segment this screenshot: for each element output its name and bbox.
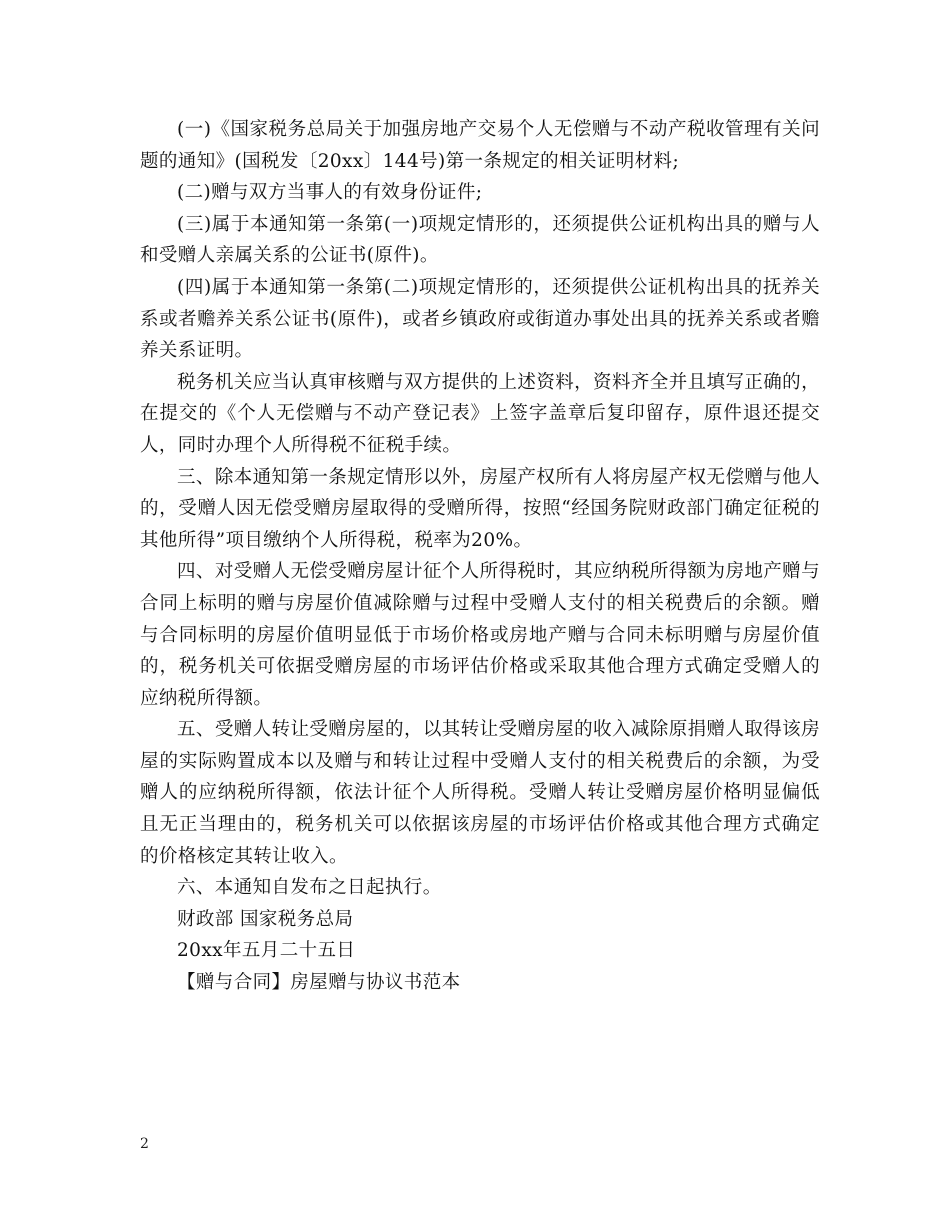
paragraph-item-1: (一)《国家税务总局关于加强房地产交易个人无偿赠与不动产税收管理有关问题的通知》(国税发〔20xx〕144号)第一条规定的相关证明材料; (140, 119, 820, 172)
paragraph-article-5: 五、受赠人转让受赠房屋的，以其转让受赠房屋的收入减除原捐赠人取得该房屋的实际购置成本以及赠与和转让过程中受赠人支付的相关税费后的余额，为受赠人的应纳税所得额，依法计征个人所得税。受赠人转让受赠房屋价格明显偏低且无正当理由的，税务机关可以依据该房屋的市场评估价格或其他合理方式确定的价格核定其转让收入。 (140, 719, 820, 867)
paragraph-article-6: 六、本通知自发布之日起执行。 (177, 877, 442, 899)
paragraph-item-4: (四)属于本通知第一条第(二)项规定情形的，还须提供公证机构出具的抚养关系或者赡养关系公证书(原件)，或者乡镇政府或街道办事处出具的抚养关系或者赡养关系证明。 (140, 276, 820, 362)
paragraph-article-3: 三、除本通知第一条规定情形以外，房屋产权所有人将房屋产权无偿赠与他人的，受赠人因无偿受赠房屋取得的受赠所得，按照“经国务院财政部门确定征税的其他所得”项目缴纳个人所得税，税率为20%。 (140, 466, 820, 551)
issuer-line: 财政部 国家税务总局 (177, 908, 354, 930)
paragraph-item-3: (三)属于本通知第一条第(一)项规定情形的，还须提供公证机构出具的赠与人和受赠人亲属关系的公证书(原件)。 (140, 213, 820, 267)
date-line: 20xx年五月二十五日 (177, 940, 356, 962)
paragraph-item-2: (二)赠与双方当事人的有效身份证件; (177, 182, 483, 204)
section-heading: 【赠与合同】房屋赠与协议书范本 (177, 972, 461, 994)
page-number: 2 (140, 1136, 149, 1152)
paragraph-review: 税务机关应当认真审核赠与双方提供的上述资料，资料齐全并且填写正确的，在提交的《个人无偿赠与不动产登记表》上签字盖章后复印留存，原件退还提交人，同时办理个人所得税不征税手续。 (140, 371, 820, 456)
document-body (140, 114, 820, 999)
paragraph-article-4: 四、对受赠人无偿受赠房屋计征个人所得税时，其应纳税所得额为房地产赠与合同上标明的赠与房屋价值减除赠与过程中受赠人支付的相关税费后的余额。赠与合同标明的房屋价值明显低于市场价格或房地产赠与合同未标明赠与房屋价值的，税务机关可依据受赠房屋的市场评估价格或采取其他合理方式确定受赠人的应纳税所得额。 (140, 561, 820, 709)
